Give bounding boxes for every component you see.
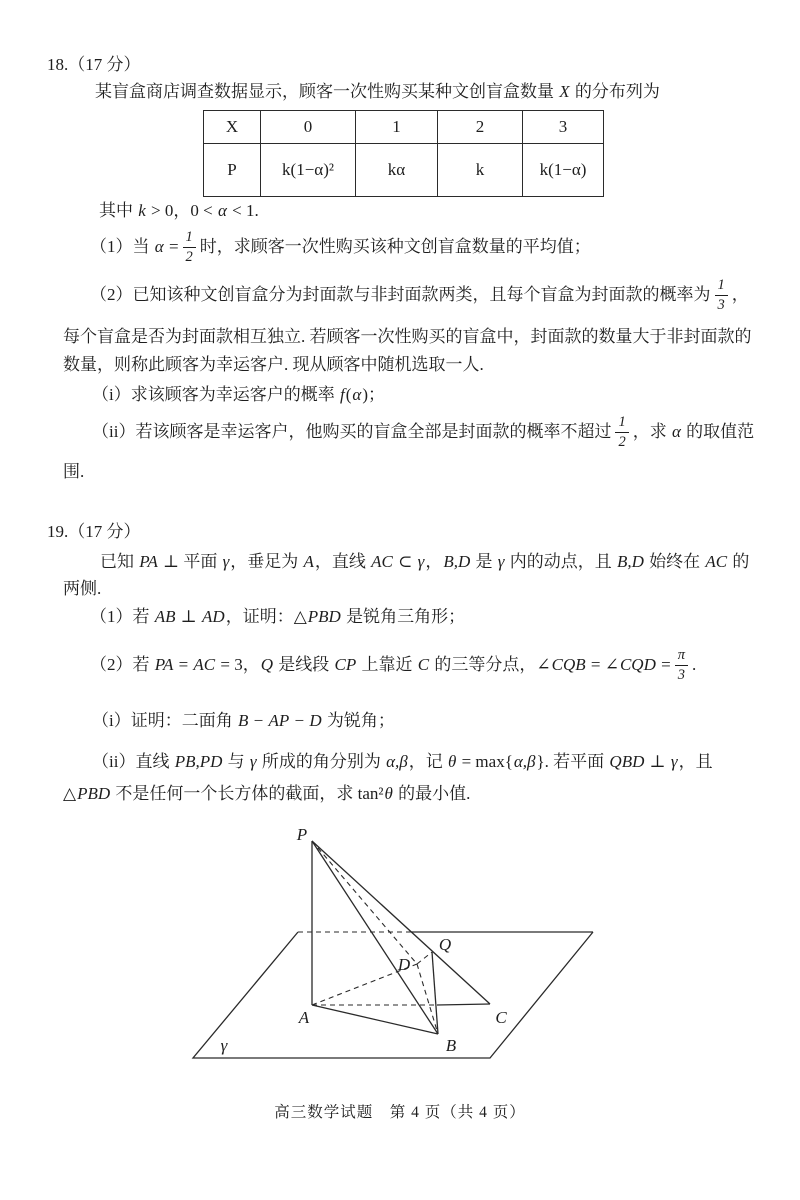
math-segment: k [138, 201, 146, 220]
table-cell [523, 144, 604, 197]
text-segment: （i）求该顾客为幸运客户的概率 [92, 385, 339, 404]
text-segment: ⊥ 平面 [158, 552, 222, 571]
text-segment: 的最小值. [393, 784, 471, 803]
problem19-sub-i [92, 708, 395, 734]
math-segment: α,β [386, 752, 408, 771]
point-label-Q: Q [438, 935, 452, 954]
text-segment: = [174, 655, 193, 675]
problem19-part2 [90, 647, 696, 683]
text-segment: ⊥ [645, 752, 670, 771]
text-segment: ，直线 [314, 552, 371, 571]
table-row [204, 111, 604, 144]
math-segment: α,β [513, 752, 536, 771]
text-segment: 时，求顾客一次性购买该种文创盲盒数量的平均值； [199, 237, 591, 257]
math-segment: k [282, 160, 291, 179]
text-segment: }. 若平面 [536, 752, 609, 771]
text-segment: 1 [392, 117, 401, 136]
text-segment: . [691, 655, 697, 675]
text-segment: 每个盲盒是否为封面款相互独立. 若顾客一次性购买的盲盒中，封面款的数量大于非封面款的 [63, 327, 752, 346]
math-segment: γ [497, 552, 505, 571]
math-segment: γ [417, 552, 425, 571]
math-segment: B [237, 711, 249, 730]
text-segment: )； [362, 385, 385, 404]
text-segment: 已知 [100, 552, 139, 571]
problem19-intro [100, 549, 749, 575]
fraction: $\frac{1}{2}$ [615, 414, 628, 450]
text-segment: 19.（17 分） [47, 522, 141, 541]
problem19-part1 [90, 604, 465, 630]
text-segment: 是锐角三角形； [341, 607, 466, 626]
edge-QB [432, 952, 438, 1034]
text-segment: (1− [290, 160, 315, 179]
page-footer: 高三数学试题 第 4 页（共 4 页） [274, 1104, 526, 1121]
math-segment: γ [670, 752, 678, 771]
text-segment: 所成的角分别为 [257, 752, 386, 771]
problem19-sub-ii [92, 749, 713, 775]
problem18-sub-ii [92, 414, 754, 450]
point-label-D: D [397, 955, 411, 974]
problem18-heading [47, 52, 141, 78]
text-segment: ， [731, 285, 749, 305]
math-segment: AP [268, 711, 290, 730]
text-segment: = max{ [457, 752, 513, 771]
edge-PD-hidden [312, 841, 417, 964]
text-segment: 内的动点，且 [505, 552, 616, 571]
math-segment: α [671, 422, 681, 442]
math-segment: f [339, 385, 345, 404]
table-cell [204, 144, 261, 197]
text-segment: > 0，0 < [146, 201, 217, 220]
problem18-sub-i [92, 382, 385, 408]
text-segment: 是 [471, 552, 497, 571]
math-segment: α [154, 237, 164, 257]
text-segment: ⊂ [393, 552, 417, 571]
math-segment: PA [154, 655, 174, 675]
table-cell [204, 111, 261, 144]
point-label-C: C [495, 1008, 507, 1027]
problem19-intro-cont [63, 576, 101, 602]
text-segment: = [164, 237, 179, 257]
text-segment: （ii）直线 [92, 752, 174, 771]
point-label-B: B [445, 1036, 457, 1055]
math-segment: AD [202, 607, 225, 626]
math-segment: CP [334, 655, 357, 675]
math-segment: B,D [443, 552, 471, 571]
math-segment: θ [447, 752, 457, 771]
edge-PC-through-Q [312, 841, 490, 1004]
text-segment: ) [580, 160, 587, 179]
text-segment: 是线段 [274, 655, 334, 675]
text-segment: 数量，则称此顾客为幸运客户. 现从顾客中随机选取一人. [63, 355, 484, 374]
math-segment: α [314, 160, 324, 179]
problem18-part1 [90, 229, 591, 265]
table-cell [523, 111, 604, 144]
text-segment: ( [345, 385, 352, 404]
math-segment: kα [387, 160, 406, 179]
math-segment: A [303, 552, 314, 571]
fraction: $\frac{1}{2}$ [183, 229, 196, 265]
fraction: $\frac{1}{3}$ [715, 277, 728, 313]
text-segment: )² [323, 160, 334, 179]
math-segment: α [571, 160, 581, 179]
text-segment: 的三等分点，∠ [430, 655, 551, 675]
text-segment: 18.（17 分） [47, 55, 141, 74]
text-segment: 为锐角； [322, 711, 395, 730]
text-segment: 3 [558, 117, 568, 136]
math-segment: α [352, 385, 362, 404]
text-segment: 不是任何一个长方体的截面，求 tan² [111, 784, 384, 803]
table-cell [356, 111, 438, 144]
math-segment: AC [193, 655, 216, 675]
text-segment: 某盲盒商店调查数据显示，顾客一次性购买某种文创盲盒数量 [95, 82, 559, 101]
math-segment: θ [384, 784, 393, 803]
text-segment: 与 [223, 752, 249, 771]
table-cell [356, 144, 438, 197]
text-segment: = 3， [216, 655, 260, 675]
edge-AB [312, 1005, 438, 1034]
text-segment: 两侧. [63, 579, 102, 598]
math-segment: k [539, 160, 549, 179]
math-segment: γ [222, 552, 230, 571]
geometry-figure [120, 815, 670, 1085]
edge-AC-visible [437, 1004, 490, 1005]
problem18-part2-cont2 [63, 352, 484, 378]
distribution-table [203, 110, 604, 197]
text-segment: 0 [303, 117, 313, 136]
math-segment: QBD [609, 752, 645, 771]
point-label-P: P [296, 825, 308, 844]
text-segment: （ii）若该顾客是幸运客户，他购买的盲盒全部是封面款的概率不超过 [92, 422, 612, 442]
math-segment: D [309, 711, 322, 730]
math-segment: B,D [616, 552, 644, 571]
fraction: $\frac{\pi}{3}$ [675, 647, 688, 683]
math-segment: AC [371, 552, 393, 571]
text-segment: （i）证明：二面角 [92, 711, 237, 730]
text-segment: − [290, 711, 309, 730]
text-segment: 上靠近 [357, 655, 417, 675]
problem18-part2 [90, 277, 749, 313]
text-segment: （1）若 [90, 607, 154, 626]
point-label-A: A [298, 1008, 310, 1027]
text-segment: = [656, 655, 671, 675]
math-segment: PBD [307, 607, 341, 626]
problem19-heading [47, 519, 141, 545]
table-cell [261, 144, 356, 197]
math-segment: k [475, 160, 485, 179]
math-segment: PB,PD [174, 752, 223, 771]
math-segment: CQB [551, 655, 586, 675]
math-segment: C [417, 655, 430, 675]
problem18-part2-cont1 [63, 324, 752, 350]
text-segment: ，垂足为 [230, 552, 303, 571]
table-cell [438, 144, 523, 197]
math-segment: PBD [77, 784, 111, 803]
text-segment: ，证明：△ [225, 607, 307, 626]
text-segment: ，求 [632, 422, 671, 442]
plane-label-gamma: γ [220, 1036, 228, 1055]
table-cell [261, 111, 356, 144]
math-segment: γ [249, 752, 257, 771]
text-segment: < 1. [227, 201, 259, 220]
text-segment: （2）若 [90, 655, 154, 675]
edge-DQ-hidden [417, 952, 432, 964]
text-segment: 始终在 [644, 552, 705, 571]
table-cell [438, 111, 523, 144]
text-segment: 其中 [99, 201, 138, 220]
text-segment: （2）已知该种文创盲盒分为封面款与非封面款两类，且每个盲盒为封面款的概率为 [90, 285, 711, 305]
math-segment: PA [139, 552, 158, 571]
text-segment: △ [63, 784, 77, 803]
text-segment: ，记 [408, 752, 447, 771]
problem18-sub-ii-cont [63, 459, 84, 485]
math-segment: X [559, 82, 570, 101]
math-segment: CQD [619, 655, 656, 675]
text-segment: 的 [728, 552, 750, 571]
text-segment: = ∠ [586, 655, 619, 675]
math-segment: AB [154, 607, 176, 626]
text-segment: ⊥ [176, 607, 202, 626]
problem18-given [99, 198, 259, 224]
text-segment: （1）当 [90, 237, 154, 257]
problem19-sub-ii-cont [63, 781, 470, 807]
text-segment: (1− [548, 160, 572, 179]
math-segment: α [217, 201, 227, 220]
text-segment: 2 [475, 117, 485, 136]
plane-outline [193, 932, 593, 1058]
math-segment: P [227, 160, 237, 179]
text-segment: 围. [63, 462, 85, 481]
text-segment: 的分布列为 [570, 82, 660, 101]
text-segment: − [249, 711, 268, 730]
math-segment: Q [260, 655, 274, 675]
math-segment: AC [705, 552, 728, 571]
problem18-intro [95, 79, 660, 105]
text-segment: ， [425, 552, 443, 571]
table-row [204, 144, 604, 197]
text-segment: 的取值范 [681, 422, 755, 442]
text-segment: ，且 [678, 752, 713, 771]
math-segment: X [225, 117, 239, 136]
